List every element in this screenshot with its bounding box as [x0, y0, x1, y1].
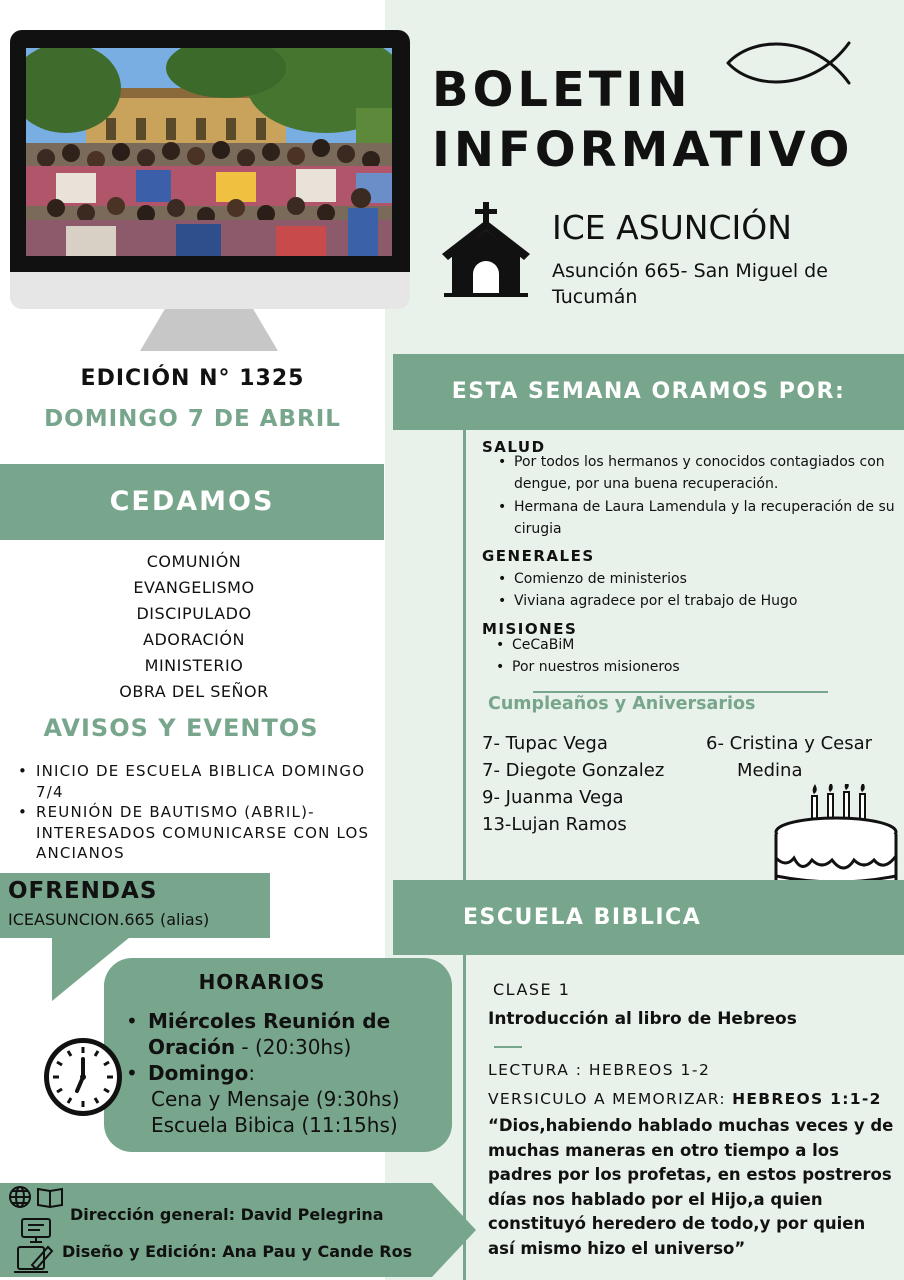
- cedamos-title: CEDAMOS: [109, 486, 275, 517]
- list-item: DISCIPULADO: [136, 604, 252, 623]
- divider-line: [463, 955, 466, 1280]
- list-item: • Comienzo de ministerios: [498, 569, 898, 591]
- list-item: • CeCaBiM: [496, 635, 896, 657]
- list-item: • Por todos los hermanos y conocidos contagiados con dengue, por una buena recuperación.: [498, 452, 898, 495]
- list-item: EVANGELISMO: [133, 578, 255, 597]
- birthdays-right-line1: 6- Cristina y Cesar: [706, 733, 873, 754]
- escuela-dash: [494, 1046, 522, 1048]
- oramos-band: [393, 354, 904, 430]
- ofrendas-alias: ICEASUNCION.665 (alias): [8, 910, 210, 929]
- escuela-versiculo: VERSICULO A MEMORIZAR: HEBREOS 1:1-2: [488, 1090, 882, 1108]
- group-photo: [26, 48, 392, 256]
- church-name: ICE ASUNCIÓN: [552, 208, 792, 247]
- divider-line: [463, 430, 466, 880]
- monitor-chin: [10, 272, 410, 309]
- oramos-title: ESTA SEMANA ORAMOS POR:: [451, 379, 846, 404]
- horarios-wednesday: Miércoles Reunión de Oración - (20:30hs): [148, 1009, 391, 1059]
- list-item: • REUNIÓN DE BAUTISMO (ABRIL)- INTERESADOS COMUNICARSE CON LOS ANCIANOS: [18, 802, 383, 864]
- birthdays-title: Cumpleaños y Aniversarios: [488, 694, 756, 714]
- escuela-band: [393, 880, 904, 955]
- generales-list: [498, 569, 898, 612]
- horarios-sunday: Domingo:: [148, 1061, 256, 1085]
- generales-heading: GENERALES: [482, 547, 595, 565]
- ofrendas-title: OFRENDAS: [8, 878, 158, 904]
- list-item: • Viviana agradece por el trabajo de Hugo: [498, 591, 898, 613]
- horarios-sunday-escuela: Escuela Bibica (11:15hs): [151, 1113, 398, 1137]
- list-item: • INICIO DE ESCUELA BIBLICA DOMINGO 7/4: [18, 761, 383, 802]
- list-item: 9- Juanma Vega: [482, 787, 624, 808]
- edition-date: DOMINGO 7 DE ABRIL: [44, 406, 341, 432]
- avisos-list: [18, 761, 383, 864]
- escuela-verse: “Dios,habiendo hablado muchas veces y de muchas maneras en otro tiempo a los padres por los profetas, en estos postreros días nos hablado por el Hijo,a quien constituyó heredero de todo,y por quien así mismo hizo el universo”: [488, 1116, 894, 1258]
- horarios-wed-bullet: •: [126, 1009, 138, 1033]
- bulletin-title: BOLETIN INFORMATIVO: [432, 62, 854, 178]
- escuela-title: ESCUELA BIBLICA: [463, 905, 702, 930]
- edition-number: EDICIÓN N° 1325: [80, 366, 305, 391]
- horarios-sunday-cena: Cena y Mensaje (9:30hs): [151, 1087, 400, 1111]
- list-item: • Hermana de Laura Lamendula y la recuperación de su cirugia: [498, 497, 898, 540]
- avisos-title: AVISOS Y EVENTOS: [43, 714, 319, 742]
- misiones-heading: MISIONES: [482, 620, 578, 638]
- horarios-title: HORARIOS: [198, 970, 326, 994]
- list-item: OBRA DEL SEÑOR: [119, 682, 269, 701]
- cedamos-list: [0, 549, 388, 705]
- misiones-list: [496, 635, 896, 678]
- salud-heading: SALUD: [482, 438, 546, 456]
- list-item: 13-Lujan Ramos: [482, 814, 627, 835]
- credits-direccion: Dirección general: David Pelegrina: [70, 1205, 384, 1224]
- birthdays-rule: [533, 691, 828, 693]
- horarios-sun-bullet: •: [126, 1061, 138, 1085]
- list-item: • Por nuestros misioneros: [496, 657, 896, 679]
- credits-diseno: Diseño y Edición: Ana Pau y Cande Ros: [62, 1242, 413, 1261]
- list-item: ADORACIÓN: [143, 630, 245, 649]
- clock-icon: [44, 1038, 122, 1116]
- escuela-lectura: LECTURA : HEBREOS 1-2: [488, 1061, 711, 1079]
- escuela-clase: CLASE 1: [493, 980, 571, 999]
- credits-icons: [8, 1185, 66, 1275]
- globe-icon: [10, 1187, 30, 1207]
- salud-list: [498, 452, 898, 540]
- computer-icon: [22, 1219, 50, 1242]
- fish-icon: [724, 33, 874, 93]
- list-item: MINISTERIO: [144, 656, 244, 675]
- edit-icon: [14, 1247, 52, 1272]
- cedamos-band: [0, 464, 384, 540]
- list-item: COMUNIÓN: [146, 552, 242, 571]
- church-icon: [440, 200, 532, 298]
- escuela-intro: Introducción al libro de Hebreos: [488, 1009, 797, 1029]
- birthdays-left-list: [482, 730, 664, 838]
- list-item: 7- Tupac Vega: [482, 733, 608, 754]
- birthdays-right-line2: Medina: [737, 760, 803, 781]
- list-item: 7- Diegote Gonzalez: [482, 760, 665, 781]
- church-address: Asunción 665- San Miguel de Tucumán: [552, 260, 828, 308]
- monitor-stand: [140, 309, 278, 351]
- book-icon: [38, 1189, 62, 1207]
